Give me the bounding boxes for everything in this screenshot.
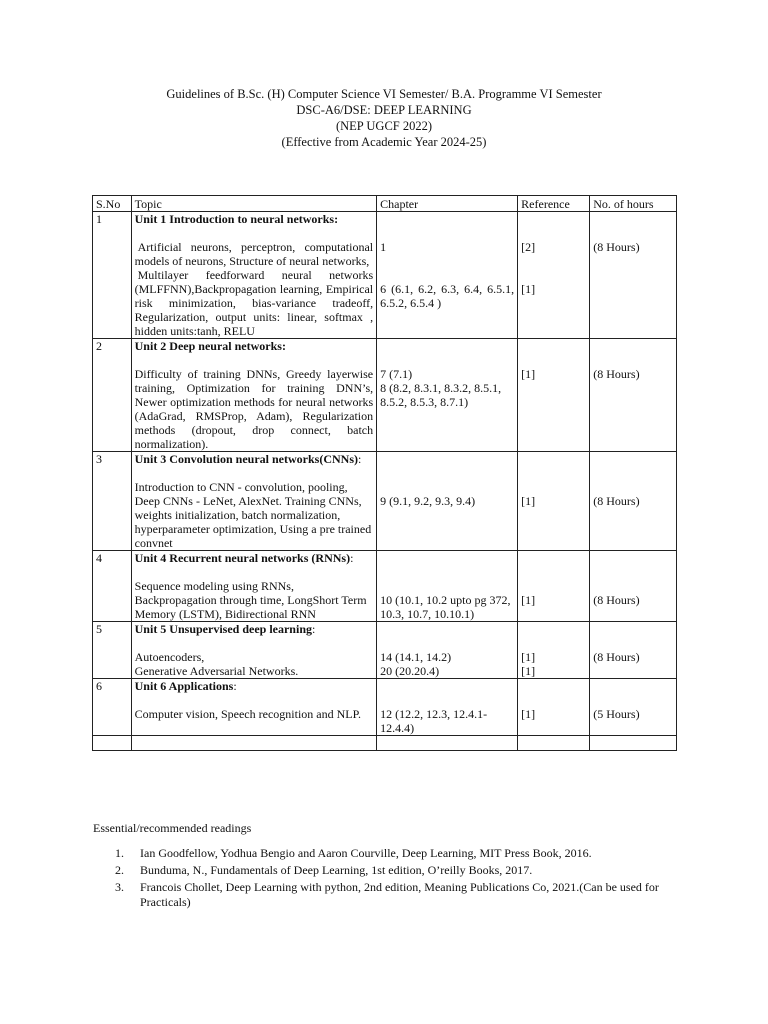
unit-reference: [518, 339, 590, 452]
unit-reference: [518, 212, 590, 339]
list-item: [93, 863, 673, 878]
header-line-2: DSC-A6/DSE: DEEP LEARNING: [296, 103, 472, 117]
list-item-number: 2.: [115, 863, 124, 877]
unit-sno: 1: [93, 212, 132, 339]
unit-topic-text: Difficulty of training DNNs, Greedy layerwise training, Optimization for training DNN’s, Newer optimization methods for neural networks (AdaGrad, RMSProp, Adam), Regularization methods (dropout, drop connect, batch normalization).: [134, 367, 374, 451]
unit-sno: 5: [93, 622, 132, 679]
unit-topic: [131, 679, 377, 736]
readings-heading: Essential/recommended readings: [93, 821, 252, 835]
unit-hours: [590, 212, 677, 339]
unit-hours: [590, 622, 677, 679]
unit-hours-text: (8 Hours): [593, 367, 640, 381]
unit-hours-text: (8 Hours): [593, 240, 640, 254]
document-header: [0, 86, 768, 150]
unit-hours-text: (8 Hours): [593, 593, 640, 607]
header-line-3: (NEP UGCF 2022): [335, 119, 433, 133]
unit-reference: [518, 452, 590, 551]
unit-title: Unit 5 Unsupervised deep learning:: [134, 622, 316, 636]
header-sno: S.No: [93, 196, 132, 212]
table-row: [93, 679, 677, 736]
unit-reference: [518, 679, 590, 736]
unit-chapter-text: 12 (12.2, 12.3, 12.4.1-12.4.4): [380, 707, 488, 735]
unit-chapter: [377, 212, 518, 339]
table-row-empty: [93, 736, 677, 751]
list-item: [93, 846, 673, 861]
unit-topic-text: Autoencoders, Generative Adversarial Networks.: [134, 650, 299, 678]
unit-chapter-text: 7 (7.1) 8 (8.2, 8.3.1, 8.3.2, 8.5.1, 8.5.2, 8.5.3, 8.7.1): [380, 367, 502, 409]
list-item: [93, 880, 673, 910]
syllabus-table: [92, 195, 677, 751]
unit-reference-text: [1]: [521, 707, 536, 721]
unit-topic: [131, 212, 377, 339]
unit-hours-text: (8 Hours): [593, 650, 640, 664]
unit-topic-text: Sequence modeling using RNNs, Backpropagation through time, LongShort Term Memory (LSTM), Bidirectional RNN: [134, 579, 367, 621]
unit-hours-text: (5 Hours): [593, 707, 640, 721]
unit-chapter: [377, 679, 518, 736]
unit-title: Unit 4 Recurrent neural networks (RNNs):: [134, 551, 354, 565]
header-topic: Topic: [131, 196, 377, 212]
unit-reference-text: [1]: [521, 367, 536, 381]
header-line-1: Guidelines of B.Sc. (H) Computer Science VI Semester/ B.A. Programme VI Semester: [166, 87, 602, 101]
unit-sno: 6: [93, 679, 132, 736]
unit-topic-text: Multilayer feedforward neural networks (MLFFNN),Backpropagation learning, Empirical risk minimization, bias-variance tradeoff, Regularization, output units: linear, softmax , hidden units:tanh, RELU: [134, 268, 374, 338]
unit-chapter-text: 9 (9.1, 9.2, 9.3, 9.4): [380, 494, 476, 508]
unit-chapter: [377, 339, 518, 452]
list-item-text: Bunduma, N., Fundamentals of Deep Learning, 1st edition, O’reilly Books, 2017.: [140, 863, 533, 877]
unit-sno: 2: [93, 339, 132, 452]
unit-title: Unit 3 Convolution neural networks(CNNs):: [134, 452, 362, 466]
list-item-text: Ian Goodfellow, Yodhua Bengio and Aaron Courville, Deep Learning, MIT Press Book, 2016.: [140, 846, 592, 860]
header-reference: Reference: [518, 196, 590, 212]
unit-hours: [590, 339, 677, 452]
unit-reference-text: [1]: [521, 494, 536, 508]
header-chapter: Chapter: [377, 196, 518, 212]
unit-reference-text: [1]: [521, 593, 536, 607]
unit-reference: [518, 622, 590, 679]
unit-topic: [131, 551, 377, 622]
unit-hours: [590, 679, 677, 736]
unit-chapter: [377, 622, 518, 679]
unit-topic-text: Introduction to CNN - convolution, pooling, Deep CNNs - LeNet, AlexNet. Training CNNs, weights initialization, batch normalization, hyperparameter optimization, Using a pre trained convnet: [134, 480, 372, 550]
list-item-text: Francois Chollet, Deep Learning with python, 2nd edition, Meaning Publications Co, 2021.(Can be used for Practicals): [140, 880, 659, 909]
table-row: [93, 622, 677, 679]
unit-reference-text: [1]: [521, 282, 536, 296]
unit-reference-text: [1] [1]: [521, 650, 536, 678]
unit-title: Unit 6 Applications:: [134, 679, 237, 693]
table-header-row: [93, 196, 677, 212]
unit-hours: [590, 452, 677, 551]
readings-list: [93, 846, 673, 912]
table-row: [93, 212, 677, 339]
list-item-number: 3.: [115, 880, 124, 894]
unit-hours: [590, 551, 677, 622]
unit-chapter-text: 10 (10.1, 10.2 upto pg 372, 10.3, 10.7, 10.10.1): [380, 593, 511, 621]
unit-title: Unit 1 Introduction to neural networks:: [134, 212, 339, 226]
unit-topic-text: Artificial neurons, perceptron, computational models of neurons, Structure of neural networks,: [134, 240, 374, 268]
unit-chapter-text: 1: [380, 240, 387, 254]
unit-topic: [131, 452, 377, 551]
unit-title: Unit 2 Deep neural networks:: [134, 339, 286, 353]
table-row: [93, 339, 677, 452]
unit-reference: [518, 551, 590, 622]
unit-sno: 4: [93, 551, 132, 622]
unit-chapter: [377, 551, 518, 622]
unit-hours-text: (8 Hours): [593, 494, 640, 508]
unit-chapter-text: 14 (14.1, 14.2) 20 (20.20.4): [380, 650, 452, 678]
header-line-4: (Effective from Academic Year 2024-25): [281, 135, 487, 149]
header-hours: No. of hours: [590, 196, 677, 212]
unit-chapter: [377, 452, 518, 551]
table-row: [93, 452, 677, 551]
unit-topic: [131, 339, 377, 452]
unit-sno: 3: [93, 452, 132, 551]
list-item-number: 1.: [115, 846, 124, 860]
unit-topic-text: Computer vision, Speech recognition and NLP.: [134, 707, 361, 721]
unit-reference-text: [2]: [521, 240, 536, 254]
unit-chapter-text: 6 (6.1, 6.2, 6.3, 6.4, 6.5.1, 6.5.2, 6.5.4 ): [380, 282, 515, 310]
table-row: [93, 551, 677, 622]
unit-topic: [131, 622, 377, 679]
